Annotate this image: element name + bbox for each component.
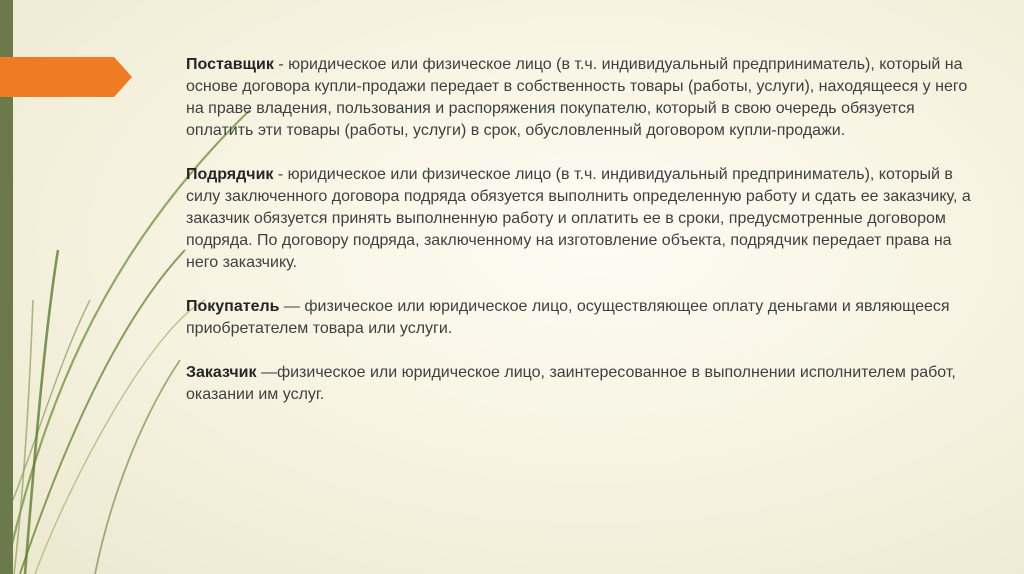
- paragraph-contractor: [186, 164, 976, 274]
- term-supplier: Поставщик: [186, 56, 274, 73]
- paragraph-buyer: [186, 296, 976, 340]
- term-customer: Заказчик: [186, 364, 257, 381]
- paragraph-supplier: [186, 54, 976, 142]
- definition-customer: —физическое или юридическое лицо, заинтересованное в выполнении исполнителем работ, оказании им услуг.: [186, 364, 956, 403]
- orange-arrow-marker: [0, 57, 132, 97]
- term-buyer: Покупатель: [186, 298, 280, 315]
- definition-supplier: - юридическое или физическое лицо (в т.ч. индивидуальный предприниматель), который на основе договора купли-продажи передает в собственность товары (работы, услуги), находящееся у него на праве владения, пользования и распоряжения покупателю, который в свою очередь обязуется оплатить эти товары (работы, услуги) в срок, обусловленный договором купли-продажи.: [186, 56, 968, 139]
- definition-buyer: — физическое или юридическое лицо, осуществляющее оплату деньгами и являющееся приобретателем товара или услуги.: [186, 298, 950, 337]
- paragraph-customer: [186, 362, 976, 406]
- term-contractor: Подрядчик: [186, 166, 274, 183]
- definition-contractor: - юридическое или физическое лицо (в т.ч. индивидуальный предприниматель), который в силу заключенного договора подряда обязуется выполнить определенную работу и сдать ее заказчику, а заказчик обязуется принять выполненную работу и оплатить ее в сроки, предусмотренные договором подряда. По договору подряда, заключенному на изготовление объекта, подрядчик передает права на него заказчику.: [186, 166, 971, 271]
- definitions-text-block: [186, 54, 976, 428]
